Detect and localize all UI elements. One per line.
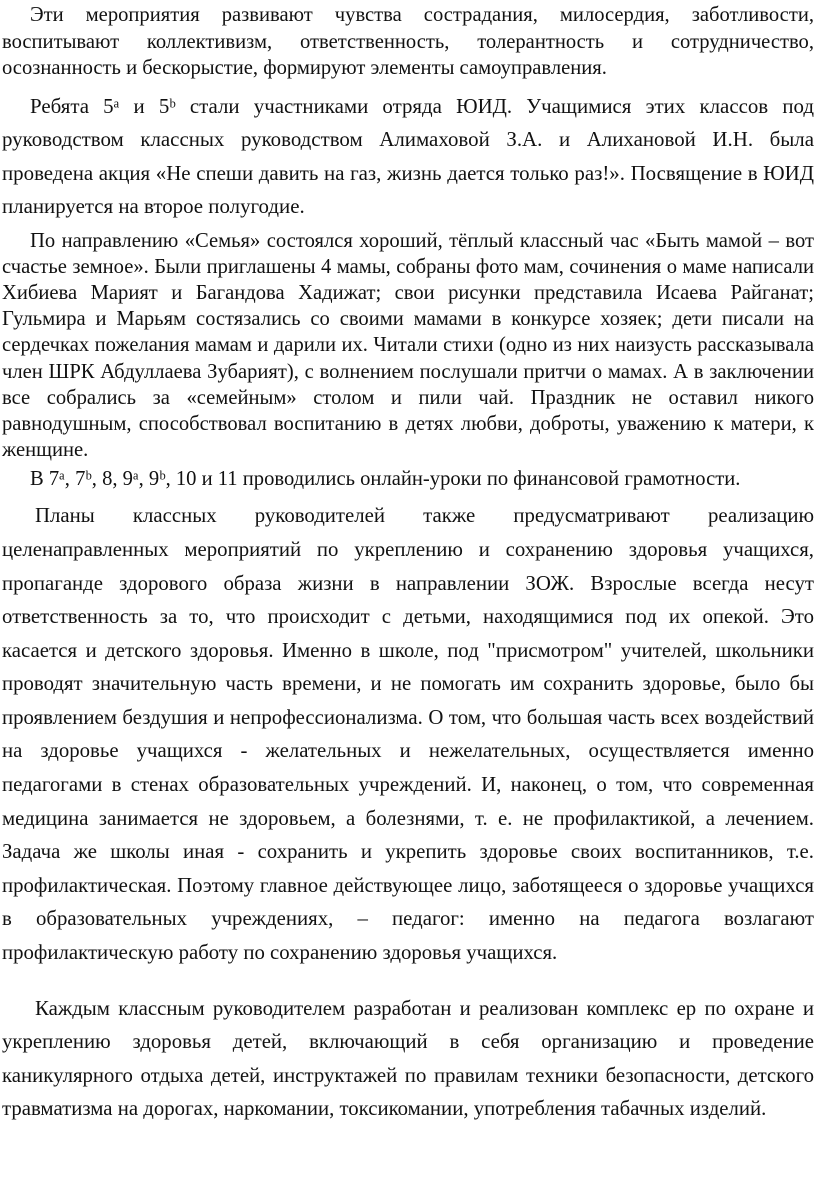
- paragraph-activities: Эти мероприятия развивают чувства сострадания, милосердия, заботливости, воспитывают коллективизм, ответственность, толерантность и сотрудничество, осознанность и бескорыстие, формируют элементы самоуправления.: [2, 4, 814, 79]
- paragraph-yuid: Ребята 5ᵃ и 5ᵇ стали участниками отряда ЮИД. Учащимися этих классов под руководством классных руководством Алимаховой З.А. и Алихановой И.Н. была проведена акция «Не спеши давить на газ, жизнь дается только раз!». Посвящение в ЮИД планируется на второе полугодие.: [2, 93, 814, 218]
- paragraph-health-plans: Планы классных руководителей также предусматривают реализацию целенаправленных мероприятий по укреплению и сохранению здоровья учащихся, пропаганде здорового образа жизни в направлении ЗОЖ. Взрослые всегда несут ответственность за то, что происходит с детьми, находящимися под их опекой. Это касается и детского здоровья. Именно в школе, под "присмотром" учителей, школьники проводят значительную часть времени, и не помогать им сохранить здоровье, было бы проявлением бездушия и непрофессионализма. О том, что большая часть всех воздействий на здоровье учащихся - желательных и нежелательных, осуществляется именно педагогами в стенах образовательных учреждений. И, наконец, о том, что современная медицина занимается не здоровьем, а болезнями, т. е. не профилактикой, а лечением. Задача же школы иная - сохранить и укрепить здоровье своих воспитанников, т.е. профилактическая. Поэтому главное действующее лицо, заботящееся о здоровье учащихся в образовательных учреждениях, – педагог: именно на педагога возлагают профилактическую работу по сохранению здоровья учащихся.: [2, 504, 814, 965]
- paragraph-financial-literacy: В 7ᵃ, 7ᵇ, 8, 9ᵃ, 9ᵇ, 10 и 11 проводились онлайн-уроки по финансовой грамотности.: [30, 468, 741, 491]
- document-page: [2, 0, 814, 1126]
- paragraph-family: По направлению «Семья» состоялся хороший, тёплый классный час «Быть мамой – вот счастье земное». Были приглашены 4 мамы, собраны фото мам, сочинения о маме написали Хибиева Марият и Багандова Хадижат; свои рисунки представила Исаева Райганат; Гульмира и Марьям состязались со своими мамами в конкурсе хозяек; дети писали на сердечках пожелания мамам и дарили их. Читали стихи (одно из них наизусть рассказывала член ШРК Абдуллаева Зубарият), с волнением послушали притчи о мамах. А в заключении все собрались за «семейным» столом и пили чай. Праздник не оставил никого равнодушным, способствовал воспитанию в детях любви, доброты, уважению к матери, к женщине.: [2, 229, 814, 462]
- paragraph-health-complex: Каждым классным руководителем разработан и реализован комплекс ер по охране и укреплению здоровья детей, включающий в себя организацию и проведение каникулярного отдыха детей, инструктажей по правилам техники безопасности, детского травматизма на дорогах, наркомании, токсикомании, употребления табачных изделий.: [2, 996, 814, 1121]
